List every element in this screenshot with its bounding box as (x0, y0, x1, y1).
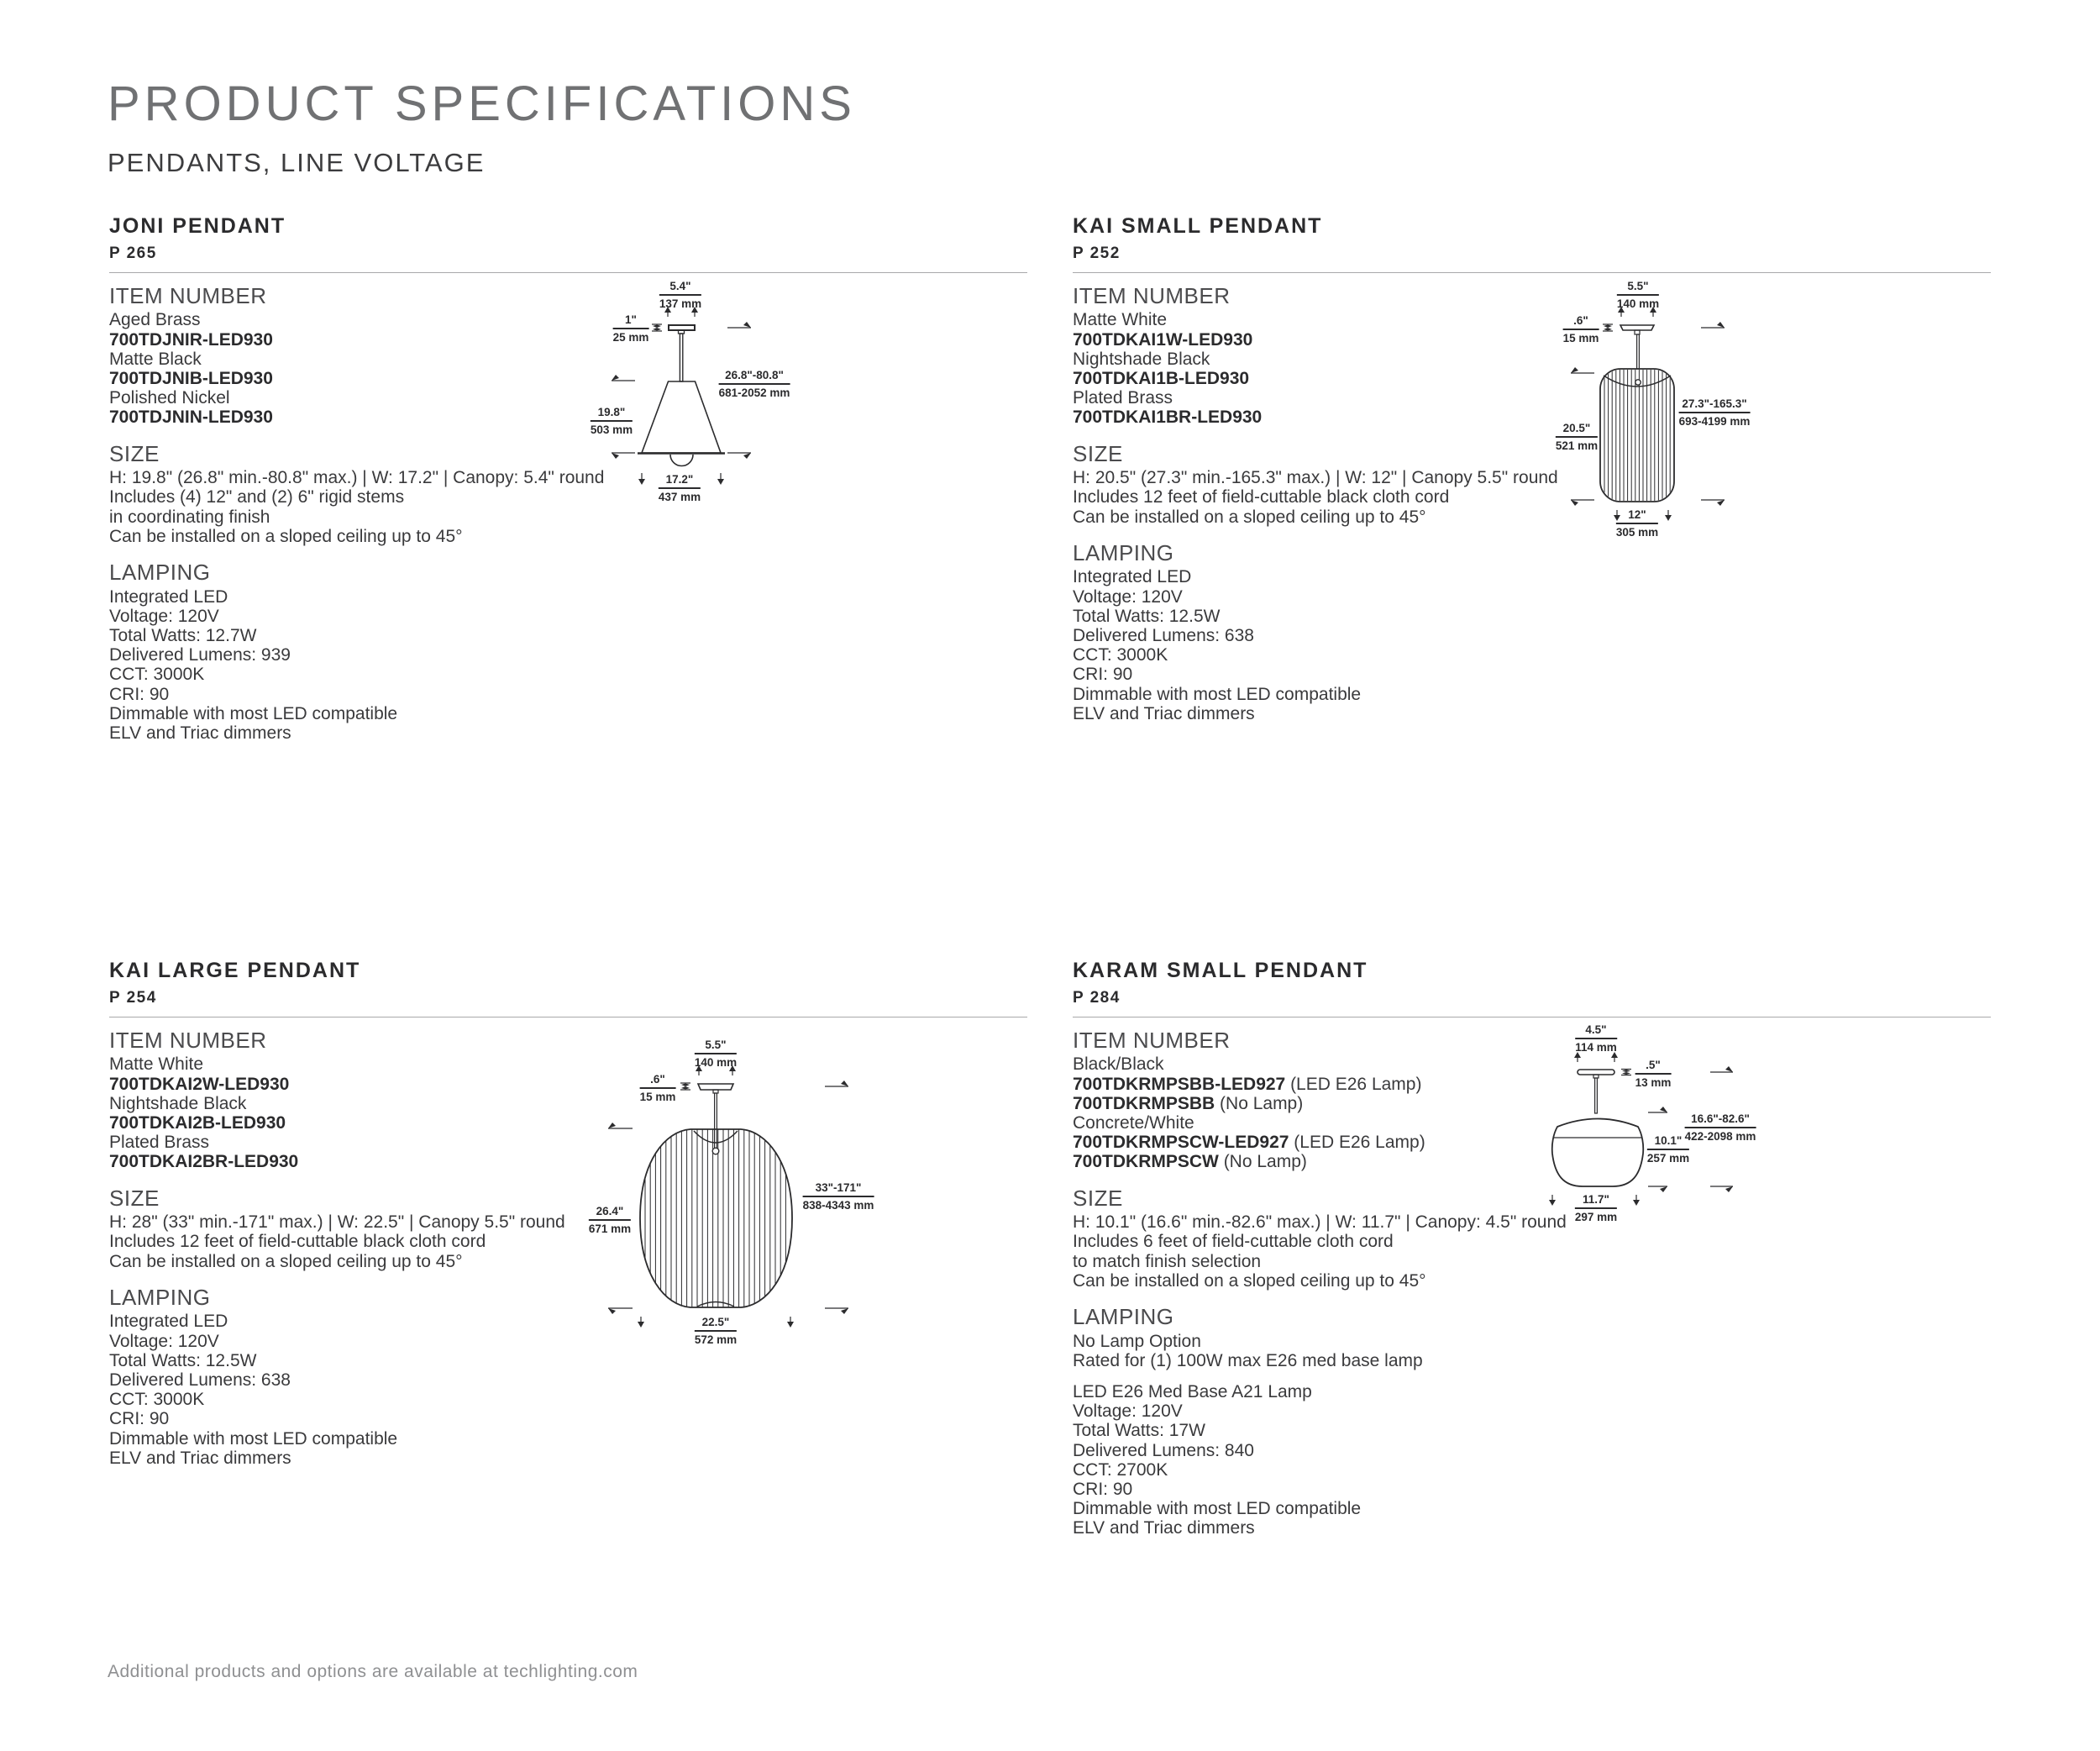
finish-name: Aged Brass (109, 310, 201, 330)
size-line: Includes 6 feet of field-cuttable cloth cord (1073, 1232, 1394, 1252)
lamping-line: CRI: 90 (109, 1409, 170, 1429)
section-divider (1073, 272, 1991, 273)
lamping-line: Voltage: 120V (109, 606, 219, 626)
item-code: 700TDKRMPSBB-LED927 (LED E26 Lamp) (1073, 1074, 1422, 1094)
kai-small-dimension-diagram (1550, 273, 1756, 538)
lamping-line: Rated for (1) 100W max E26 med base lamp (1073, 1350, 1423, 1370)
lamping-line: Delivered Lumens: 638 (109, 1370, 291, 1391)
lamping-line: Total Watts: 12.5W (1073, 606, 1221, 626)
lamping-line: Integrated LED (1073, 567, 1192, 587)
size-heading: SIZE (109, 440, 160, 466)
canopy-shape (669, 325, 695, 381)
size-line: H: 10.1" (16.6" min.-82.6" max.) | W: 11.7" | Canopy: 4.5" round (1073, 1212, 1567, 1233)
item-code: 700TDKAI1BR-LED930 (1073, 408, 1263, 428)
finish-name: Plated Brass (109, 1133, 210, 1153)
lamping-line: ELV and Triac dimmers (1073, 703, 1255, 723)
item-number-heading: ITEM NUMBER (1073, 1027, 1231, 1053)
dim-overall-height: 27.3"-165.3" 693-4199 mm (1678, 397, 1751, 429)
size-line: Can be installed on a sloped ceiling up to 45° (1073, 1270, 1426, 1291)
lamping-line: CRI: 90 (1073, 1480, 1133, 1500)
size-line: Can be installed on a sloped ceiling up to 45° (1073, 507, 1426, 527)
item-number-heading: ITEM NUMBER (109, 282, 267, 308)
spec-text-column (109, 282, 605, 744)
size-line: to match finish selection (1073, 1251, 1262, 1271)
dim-fixture-width: 12" 305 mm (1615, 508, 1659, 539)
page-ref: P 254 (109, 989, 157, 1007)
size-line: H: 19.8" (26.8" min.-80.8" max.) | W: 17.2" | Canopy: 5.4" round (109, 468, 605, 488)
lamping-line: Dimmable with most LED compatible (1073, 1499, 1362, 1519)
footer-note: Additional products and options are available at techlighting.com (108, 1662, 638, 1681)
dim-fixture-height: 26.4" 671 mm (588, 1205, 632, 1236)
finish-name: Plated Brass (1073, 388, 1173, 408)
product-name: KAI LARGE PENDANT (109, 959, 361, 982)
spec-text-column (1073, 1027, 1567, 1538)
lamping-line: Total Watts: 12.7W (109, 626, 257, 646)
lamping-line: ELV and Triac dimmers (1073, 1518, 1255, 1538)
page-subtitle: PENDANTS, LINE VOLTAGE (108, 148, 486, 177)
lamping-heading: LAMPING (109, 560, 211, 586)
lamping-line: Dimmable with most LED compatible (109, 703, 398, 723)
section-kai-small-pendant (1073, 216, 1991, 723)
dim-overall-height: 16.6"-82.6" 422-2098 mm (1684, 1112, 1756, 1144)
product-name: KARAM SMALL PENDANT (1073, 959, 1368, 982)
dim-fixture-height: 19.8" 503 mm (590, 406, 633, 437)
finish-name: Black/Black (1073, 1054, 1164, 1075)
spec-text-column (1073, 284, 1564, 723)
item-code: 700TDJNIB-LED930 (109, 369, 273, 388)
section-kai-large-pendant (109, 960, 1027, 1468)
shade-shape (1600, 365, 1674, 504)
product-name: JONI PENDANT (109, 214, 286, 238)
finish-name: Polished Nickel (109, 388, 230, 408)
lamping-line: Delivered Lumens: 840 (1073, 1440, 1254, 1460)
lamping-heading: LAMPING (1073, 539, 1174, 565)
finish-name: Concrete/White (1073, 1113, 1194, 1133)
section-karam-small-pendant (1073, 960, 1991, 1538)
dim-canopy-width: 4.5" 114 mm (1575, 1023, 1617, 1054)
dim-fixture-width: 22.5" 572 mm (694, 1316, 738, 1347)
product-name: KAI SMALL PENDANT (1073, 214, 1323, 238)
lamping-heading: LAMPING (109, 1284, 211, 1310)
dim-canopy-width: 5.5" 140 mm (1616, 280, 1660, 311)
dim-overall-height: 26.8"-80.8" 681-2052 mm (718, 369, 790, 400)
karam-dimension-diagram (1546, 1017, 1760, 1223)
lamping-line: Dimmable with most LED compatible (109, 1428, 398, 1449)
page-ref: P 252 (1073, 245, 1121, 262)
dim-fixture-width: 11.7" 297 mm (1574, 1193, 1618, 1224)
size-line: H: 28" (33" min.-171" max.) | W: 22.5" | Canopy 5.5" round (109, 1212, 565, 1233)
page-ref: P 265 (109, 245, 157, 262)
shade-shape (640, 1126, 792, 1311)
item-code: 700TDKAI1B-LED930 (1073, 369, 1250, 388)
size-line: Includes 12 feet of field-cuttable black cloth cord (109, 1232, 486, 1252)
dim-canopy-height: .5" 13 mm (1635, 1059, 1672, 1090)
dim-overall-height: 33"-171" 838-4343 mm (802, 1181, 874, 1212)
size-heading: SIZE (1073, 440, 1123, 466)
item-code: 700TDKAI2W-LED930 (109, 1074, 290, 1094)
lamping-line: Total Watts: 12.5W (109, 1350, 257, 1370)
lamping-line: CCT: 3000K (1073, 645, 1168, 665)
lamping-line: Voltage: 120V (1073, 1401, 1183, 1422)
kai-large-dimension-diagram (588, 1017, 882, 1347)
section-divider (109, 272, 1027, 273)
size-heading: SIZE (1073, 1185, 1123, 1211)
shade-shape (1552, 1119, 1644, 1187)
shade-shape (638, 381, 725, 466)
dim-canopy-width: 5.4" 137 mm (659, 280, 702, 311)
item-code: 700TDJNIR-LED930 (109, 329, 273, 350)
item-code: 700TDKRMPSCW-LED927 (LED E26 Lamp) (1073, 1133, 1425, 1153)
dim-canopy-height: .6" 15 mm (1562, 314, 1599, 345)
lamping-line: Voltage: 120V (1073, 586, 1183, 607)
size-line: in coordinating finish (109, 507, 270, 527)
lamping-line: CRI: 90 (1073, 665, 1133, 685)
lamping-line: Total Watts: 17W (1073, 1421, 1205, 1441)
lamping-line: CCT: 3000K (109, 665, 205, 685)
item-number-heading: ITEM NUMBER (109, 1027, 267, 1053)
lamping-line: ELV and Triac dimmers (109, 723, 291, 744)
lamping-line: CRI: 90 (109, 684, 170, 704)
finish-name: Nightshade Black (1073, 349, 1210, 369)
dim-canopy-height: .6" 15 mm (639, 1073, 676, 1104)
dim-fixture-height: 20.5" 521 mm (1555, 422, 1599, 453)
size-heading: SIZE (109, 1185, 160, 1211)
lamping-line: CCT: 3000K (109, 1390, 205, 1410)
lamping-line: LED E26 Med Base A21 Lamp (1073, 1382, 1312, 1402)
page-ref: P 284 (1073, 989, 1121, 1007)
finish-name: Matte Black (109, 349, 202, 369)
item-code: 700TDKRMPSBB (No Lamp) (1073, 1093, 1304, 1113)
page-title: PRODUCT SPECIFICATIONS (108, 76, 856, 131)
canopy-shape (1620, 325, 1654, 369)
section-joni-pendant (109, 216, 1027, 743)
canopy-shape (1578, 1070, 1614, 1113)
lamping-line: No Lamp Option (1073, 1331, 1201, 1351)
dim-fixture-height: 10.1" 257 mm (1646, 1134, 1690, 1165)
dim-canopy-height: 1" 25 mm (612, 313, 649, 344)
joni-dimension-diagram (584, 273, 802, 504)
lamping-line: Dimmable with most LED compatible (1073, 684, 1362, 704)
lamping-line: Delivered Lumens: 638 (1073, 626, 1254, 646)
finish-name: Matte White (109, 1054, 204, 1075)
lamping-line: ELV and Triac dimmers (109, 1448, 291, 1468)
item-code: 700TDJNIN-LED930 (109, 408, 273, 428)
dim-canopy-width: 5.5" 140 mm (694, 1039, 738, 1070)
lamping-line: Integrated LED (109, 586, 228, 607)
size-line: H: 20.5" (27.3" min.-165.3" max.) | W: 12" | Canopy 5.5" round (1073, 468, 1558, 488)
lamping-line: Integrated LED (109, 1312, 228, 1332)
lamping-line: CCT: 2700K (1073, 1459, 1168, 1480)
lamping-heading: LAMPING (1073, 1304, 1174, 1330)
spec-text-column (109, 1028, 601, 1468)
lamping-line: Voltage: 120V (109, 1331, 219, 1351)
item-code: 700TDKAI2B-LED930 (109, 1113, 286, 1133)
item-number-heading: ITEM NUMBER (1073, 282, 1231, 308)
finish-name: Nightshade Black (109, 1093, 247, 1113)
item-code: 700TDKRMPSCW (No Lamp) (1073, 1152, 1307, 1172)
size-line: Includes 12 feet of field-cuttable black cloth cord (1073, 487, 1450, 507)
item-code: 700TDKAI1W-LED930 (1073, 329, 1253, 350)
dim-fixture-width: 17.2" 437 mm (658, 473, 701, 504)
size-line: Can be installed on a sloped ceiling up to 45° (109, 1251, 463, 1271)
size-line: Can be installed on a sloped ceiling up to 45° (109, 526, 463, 546)
size-line: Includes (4) 12" and (2) 6" rigid stems (109, 487, 405, 507)
finish-name: Matte White (1073, 310, 1168, 330)
lamping-line: Delivered Lumens: 939 (109, 645, 291, 665)
item-code: 700TDKAI2BR-LED930 (109, 1152, 299, 1172)
